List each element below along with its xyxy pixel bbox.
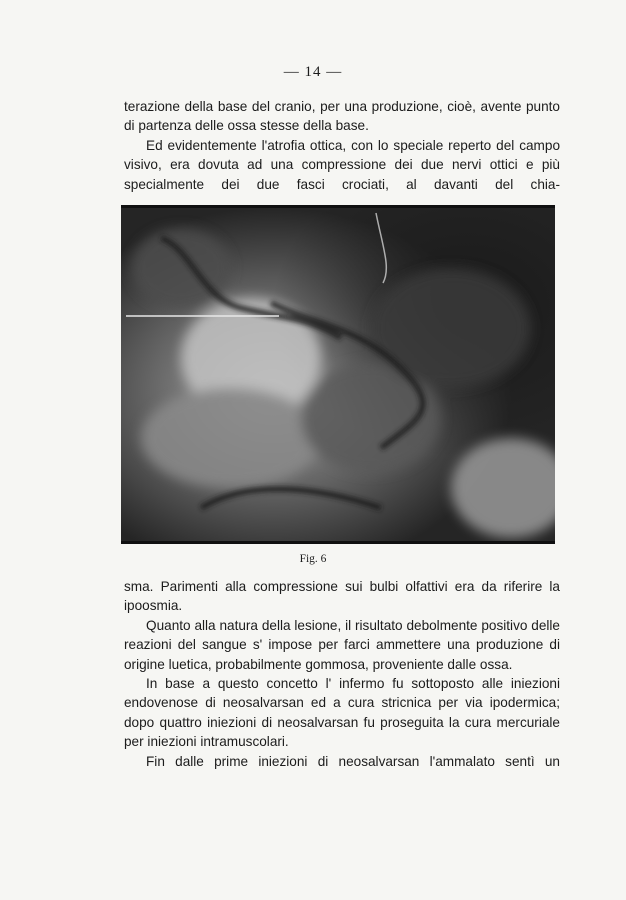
xray-image — [121, 208, 555, 541]
text-block-top — [124, 97, 560, 194]
paragraph-ipoosmia: sma. Parimenti alla compressione sui bulbi olfattivi era da riferire la ipoosmia. — [124, 579, 560, 614]
paragraph-cura: In base a questo concetto l' infermo fu sottoposto alle iniezioni endovenose di neosalvarsan ed a cura stricnica per via ipodermica; dopo quattro iniezioni di neosalvarsan fu proseguita la cura mercuriale per iniezioni intramuscolari. — [124, 676, 560, 750]
figure-caption: Fig. 6 — [299, 553, 327, 565]
paragraph-prime-iniezioni: Fin dalle prime iniezioni di neosalvarsan l'ammalato sentì un — [146, 753, 560, 769]
xray-figure — [121, 205, 555, 544]
paragraph-atrofia-ottica: Ed evidentemente l'atrofia ottica, con lo speciale reperto del campo visivo, era dovuta ad una compressione dei due nervi ottici e più specialmente dei due fasci crociati, al davanti del chia- — [124, 137, 560, 192]
paragraph-natura-lesione: Quanto alla natura della lesione, il risultato debolmente positivo delle reazioni del sangue s' impose per farci ammettere una produzione di origine luetica, probabilmente gommosa, proveniente dalle ossa. — [124, 617, 560, 672]
text-block-bottom — [124, 577, 560, 771]
page-number: — 14 — — [283, 64, 343, 80]
paragraph-continuation: terazione della base del cranio, per una produzione, cioè, avente punto di partenza delle ossa stesse della base. — [124, 99, 560, 134]
